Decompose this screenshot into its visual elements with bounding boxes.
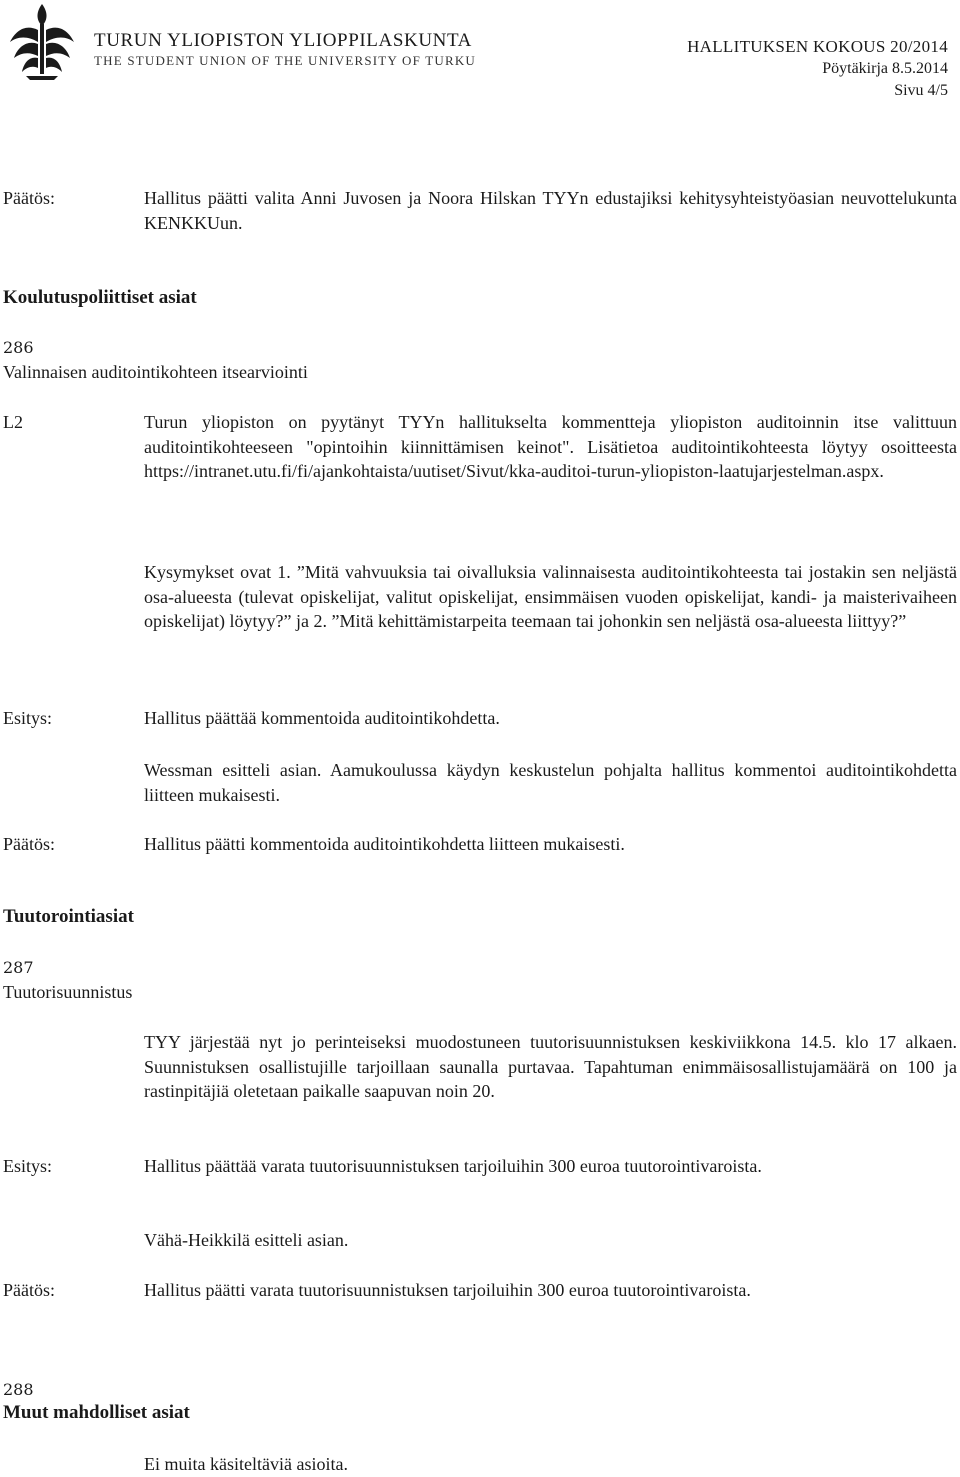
org-name: TURUN YLIOPISTON YLIOPPILASKUNTA [94, 30, 472, 51]
decision-text: Hallitus päätti kommentoida auditointikohdetta liitteen mukaisesti. [144, 834, 625, 854]
decision-label: Päätös: [3, 834, 55, 854]
decision-label: Päätös: [3, 188, 55, 208]
meeting-meta [687, 36, 948, 102]
proposal-label: Esitys: [3, 708, 53, 728]
proposal-label: Esitys: [3, 1156, 53, 1176]
discussion-text: Wessman esitteli asian. Aamukoulussa käydyn keskustelun pohjalta hallitus kommentoi auditointikohdetta liitteen mukaisesti. [144, 760, 957, 805]
decision-label: Päätös: [3, 1280, 55, 1300]
section-heading: Tuutorointiasiat [3, 906, 134, 927]
org-subtitle: THE STUDENT UNION OF THE UNIVERSITY OF TURKU [94, 53, 477, 68]
item-paragraph: Turun yliopiston on pyytänyt TYYn hallitukselta kommentteja yliopiston auditoinnin itse valittuun auditointikohteeseen "opintoihin kiinnittämisen keinot". Lisätietoa auditointikohteesta löytyy osoitteesta https://intranet.utu.fi/fi/ajankohtaista/uutiset/Sivut/kka-auditoi-turun-yliopiston-laatujarjestelman.aspx. [144, 412, 957, 481]
minutes-date: Pöytäkirja 8.5.2014 [822, 60, 948, 77]
proposal-text: Hallitus päättää kommentoida auditointikohdetta. [144, 708, 500, 728]
page-header [0, 0, 960, 110]
item-number: 288 [3, 1380, 34, 1399]
decision-text: Hallitus päätti varata tuutorisuunnistuksen tarjoiluihin 300 euroa tuutorointivaroista. [144, 1280, 751, 1300]
item-paragraph: Kysymykset ovat 1. ”Mitä vahvuuksia tai oivalluksia valinnaisesta auditointikohteesta tai jostakin sen neljästä osa-alueesta (tulevat opiskelijat, valitut opiskelijat, ensimmäisen vuoden opiskelijat, kandi- ja maisterivaiheen opiskelijat) löytyy?” ja 2. ”Mitä kehittämistarpeita teemaan tai johonkin sen neljästä osa-alueesta liittyy?” [144, 562, 957, 631]
item-number: 286 [3, 338, 34, 357]
proposal-text: Hallitus päättää varata tuutorisuunnistuksen tarjoiluihin 300 euroa tuutorointivaroista. [144, 1156, 762, 1176]
item-paragraph: TYY järjestää nyt jo perinteiseksi muodostuneen tuutorisuunnistuksen keskiviikkona 14.5. klo 17 alkaen. Suunnistuksen osallistujille tarjoillaan saunalla purtavaa. Tapahtuman enimmäisosallistujamäärä on 100 ja rastinpitäjiä oletetaan paikalle saapuvan noin 20. [144, 1032, 957, 1101]
decision-text: Hallitus päätti valita Anni Juvosen ja Noora Hilskan TYYn edustajiksi kehitysyhteistyöasian neuvottelukunta KENKKUun. [144, 188, 957, 233]
meeting-title: HALLITUKSEN KOKOUS 20/2014 [687, 37, 948, 56]
item-paragraph: Ei muita käsiteltäviä asioita. [144, 1454, 348, 1474]
item-number: 287 [3, 958, 34, 977]
section-heading: Muut mahdolliset asiat [3, 1402, 190, 1423]
attachment-label: L2 [3, 412, 23, 432]
page-number: Sivu 4/5 [894, 82, 948, 99]
item-title: Valinnaisen auditointikohteen itsearviointi [3, 362, 308, 382]
discussion-text: Vähä-Heikkilä esitteli asian. [144, 1230, 349, 1250]
item-title: Tuutorisuunnistus [3, 982, 133, 1002]
section-heading: Koulutuspoliittiset asiat [3, 287, 197, 308]
student-union-logo-icon [6, 2, 78, 80]
